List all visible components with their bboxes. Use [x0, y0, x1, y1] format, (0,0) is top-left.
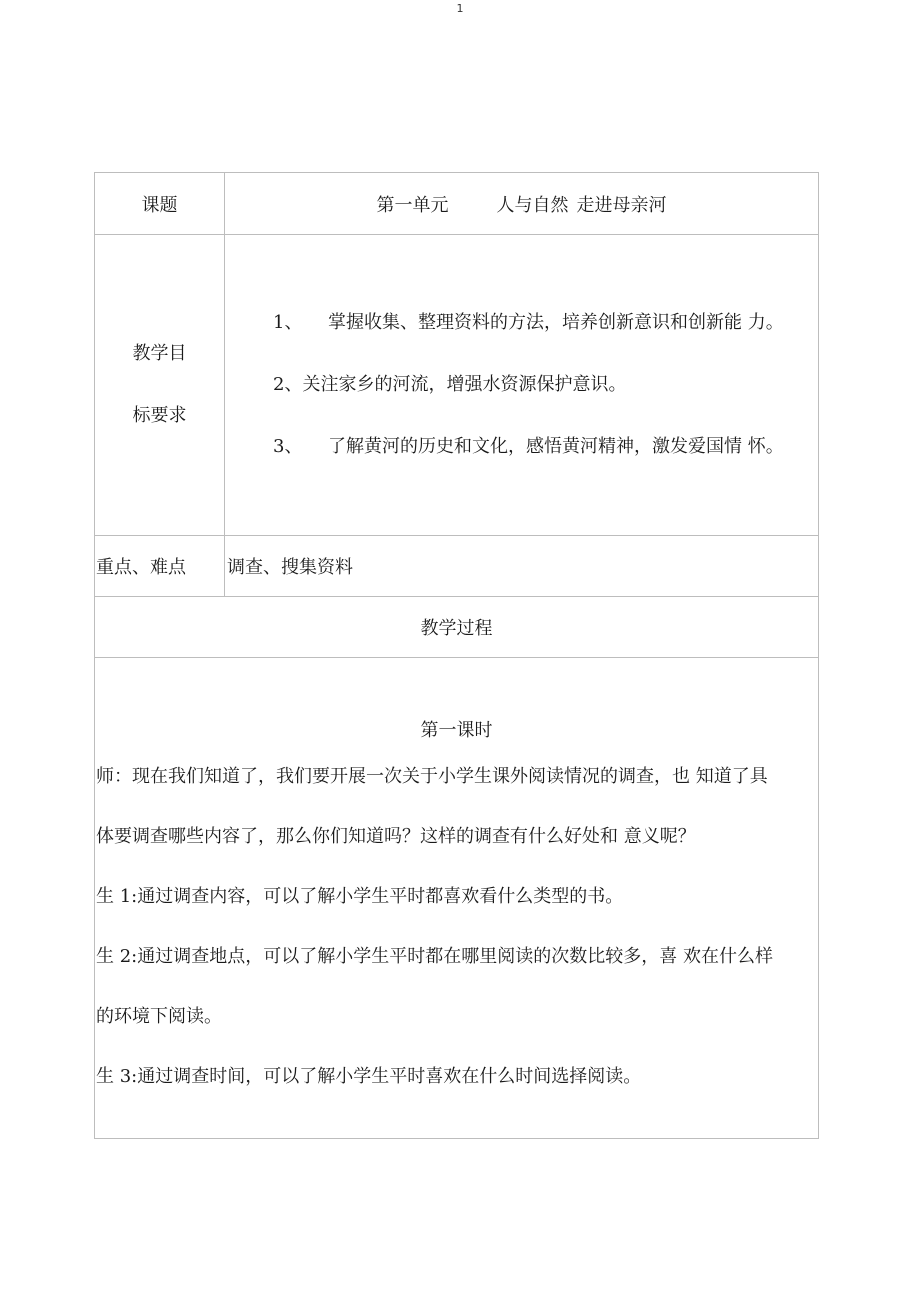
- lesson-plan-table: [94, 172, 819, 1139]
- goals-list: [225, 235, 819, 536]
- goals-row: [95, 235, 819, 536]
- topic-row: [95, 173, 819, 235]
- page-number: 1: [456, 2, 464, 15]
- goals-label: [95, 235, 225, 536]
- lesson-line: 生 1:通过调查内容，可以了解小学生平时都喜欢看什么类型的书。: [96, 886, 624, 907]
- lesson-body: [95, 658, 819, 1139]
- goal-item-3: [273, 416, 818, 478]
- goal-text: 掌握收集、整理资料的方法，培养创新意识和创新能 力。: [328, 312, 784, 333]
- goals-label-line-1: 教学目: [132, 343, 187, 364]
- topic-unit: 第一单元: [376, 194, 449, 216]
- lesson-row: [95, 658, 819, 1139]
- lesson-line: 生 2:通过调查地点，可以了解小学生平时都在哪里阅读的次数比较多，喜 欢在什么样: [96, 946, 773, 967]
- topic-title: 走进母亲河: [576, 194, 667, 216]
- topic-label: 课题: [95, 173, 225, 235]
- lesson-line: 的环境下阅读。: [96, 1006, 222, 1027]
- topic-value: [225, 173, 819, 235]
- goal-number: 1、: [273, 312, 303, 333]
- goal-text: 关注家乡的河流，增强水资源保护意识。: [302, 374, 627, 395]
- lesson-line: 生 3:通过调查时间，可以了解小学生平时喜欢在什么时间选择阅读。: [96, 1066, 642, 1087]
- process-row: [95, 597, 819, 658]
- lesson-heading: 第一课时: [420, 720, 493, 741]
- process-title: 教学过程: [95, 597, 819, 658]
- goal-number: 3、: [273, 436, 303, 457]
- lesson-line: 师：现在我们知道了，我们要开展一次关于小学生课外阅读情况的调查，也 知道了具: [96, 766, 768, 787]
- goal-number: 2、: [273, 374, 303, 395]
- goals-label-line-2: 标要求: [132, 405, 187, 426]
- goal-text: 了解黄河的历史和文化，感悟黄河精神，激发爱国情 怀。: [328, 436, 784, 457]
- key-points-row: [95, 536, 819, 597]
- topic-theme: 人与自然: [496, 194, 569, 216]
- goal-item-1: [273, 292, 818, 354]
- goal-item-2: [273, 354, 818, 416]
- key-points-label: 重点、难点: [95, 536, 225, 597]
- lesson-line: 体要调查哪些内容了，那么你们知道吗？这样的调查有什么好处和 意义呢？: [96, 826, 696, 847]
- key-points-value: 调查、搜集资料: [225, 536, 819, 597]
